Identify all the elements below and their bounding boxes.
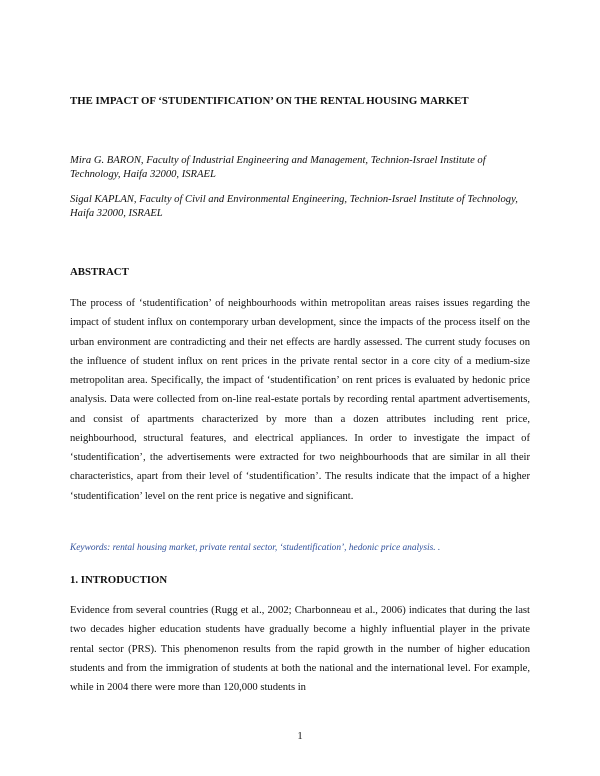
author-affiliation-1: Mira G. BARON, Faculty of Industrial Engineering and Management, Technion-Israel Institute of Technology, Haifa 32000, ISRAEL: [70, 155, 486, 180]
keywords-line: Keywords: rental housing market, private rental sector, ‘studentification’, hedonic price analysis. .: [70, 543, 441, 553]
introduction-heading: 1. INTRODUCTION: [70, 574, 168, 586]
author-affiliation-2: Sigal KAPLAN, Faculty of Civil and Environmental Engineering, Technion-Israel Institute of Technology, Haifa 32000, ISRAEL: [70, 194, 518, 219]
introduction-paragraph: Evidence from several countries (Rugg et al., 2002; Charbonneau et al., 2006) indicates that during the last two decades higher education students have gradually become a highly influential player in the private rental sector (PRS). This phenomenon results from the rapid growth in the number of higher education students and from the immigration of students at both the national and the international level. For example, while in 2004 there were more than 120,000 students in: [70, 605, 530, 693]
paper-title: THE IMPACT OF ‘STUDENTIFICATION’ ON THE RENTAL HOUSING MARKET: [70, 95, 469, 107]
page-number: 1: [297, 731, 303, 742]
abstract-paragraph: The process of ‘studentification’ of neighbourhoods within metropolitan areas raises issues regarding the impact of student influx on contemporary urban development, since the impacts of the process itself on the urban environment are contradicting and their net effects are hardly assessed. The current study focuses on the influence of student influx on rent prices in the private rental sector in a core city of a medium-size metropolitan area. Specifically, the impact of ‘studentification’ on rent prices is evaluated by hedonic price analysis. Data were collected from on-line real-estate portals by recording rental apartment advertisements, and consist of apartments characterized by more than a dozen attributes including rent price, neighbourhood, structural features, and electrical appliances. In order to investigate the impact of ‘studentification’, the advertisements were extracted for two neighbourhoods that are similar in all their characteristics, apart from their level of ‘studentification’. The results indicate that the impact of a higher ‘studentification’ level on the rent price is negative and significant.: [70, 298, 530, 502]
abstract-heading: ABSTRACT: [70, 266, 129, 278]
